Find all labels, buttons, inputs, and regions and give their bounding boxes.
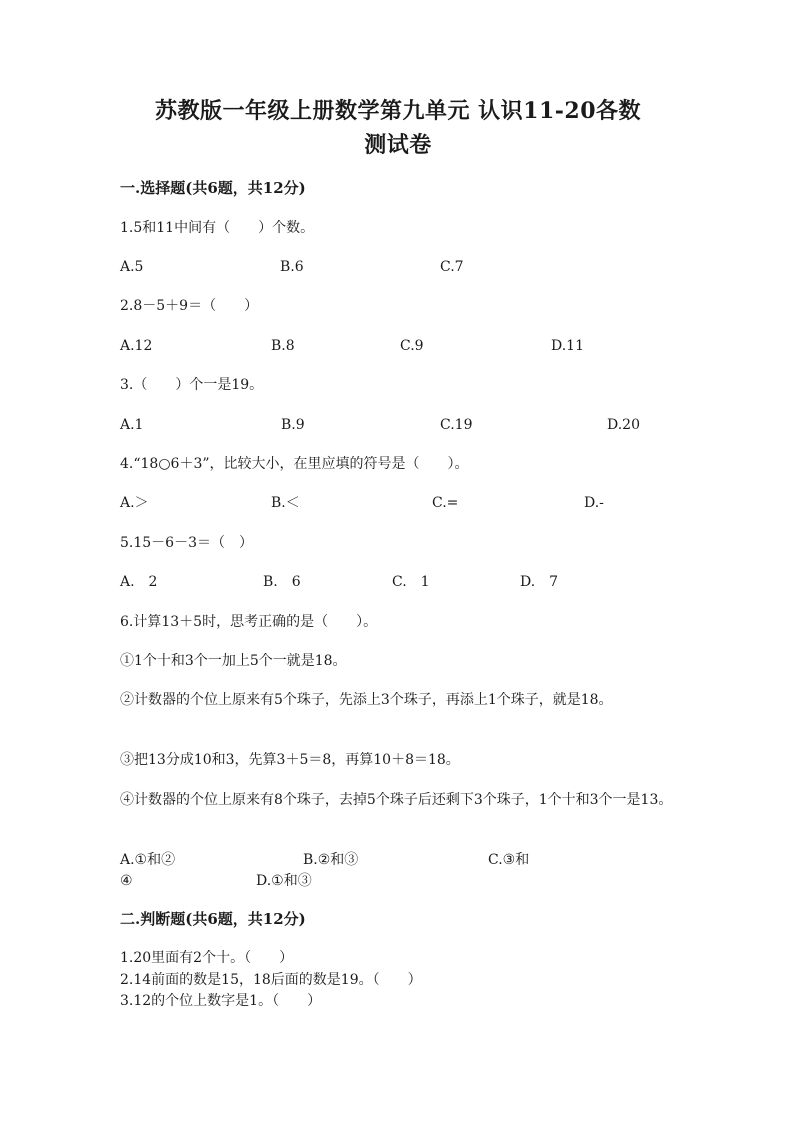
judge-item-2: 2.14前面的数是15，18后面的数是19。（ ） (120, 972, 422, 988)
question-2-option-d: D.11 (551, 338, 584, 354)
question-4-option-d: D.- (584, 495, 604, 511)
document-title-line2: 测试卷 (364, 132, 432, 158)
question-1-option-a: A.5 (120, 259, 144, 275)
question-5-stem: 5.15－6－3＝（ ） (120, 535, 253, 551)
question-1-option-c: C.7 (440, 259, 464, 275)
question-3-option-a: A.1 (120, 417, 144, 433)
question-5-option-a: A. 2 (120, 574, 158, 590)
document-title-line1: 苏教版一年级上册数学第九单元 认识11-20各数 (154, 98, 642, 124)
question-1-option-b: B.6 (280, 259, 304, 275)
question-3-stem: 3.（ ）个一是19。 (120, 377, 264, 393)
judge-item-3: 3.12的个位上数字是1。（ ） (120, 993, 322, 1009)
section-heading-judge: 二.判断题(共6题，共12分) (120, 910, 306, 928)
question-6-statement-1: ①1个十和3个一加上5个一就是18。 (120, 653, 347, 669)
judge-item-1: 1.20里面有2个十。（ ） (120, 950, 294, 966)
question-6-statement-2: ②计数器的个位上原来有5个珠子，先添上3个珠子，再添上1个珠子，就是18。 (120, 692, 613, 708)
question-2-option-a: A.12 (120, 338, 153, 354)
question-2-option-b: B.8 (271, 338, 295, 354)
question-3-option-b: B.9 (281, 417, 305, 433)
question-5-option-d: D. 7 (520, 574, 559, 590)
question-4-option-c: C.= (432, 495, 459, 511)
question-2-stem: 2.8－5＋9＝（ ） (120, 298, 259, 314)
question-1-stem: 1.5和11中间有（ ）个数。 (120, 220, 315, 236)
question-6-statement-4: ④计数器的个位上原来有8个珠子，去掉5个珠子后还剩下3个珠子，1个十和3个一是13。 (120, 792, 673, 808)
question-6-option-a: A.①和② (120, 852, 176, 868)
question-6-option-c: C.③和 (488, 852, 530, 868)
question-2-option-c: C.9 (400, 338, 424, 354)
question-3-option-d: D.20 (607, 417, 640, 433)
question-4-option-a: A.＞ (120, 495, 149, 511)
section-heading-choice: 一.选择题(共6题，共12分) (120, 179, 306, 197)
question-4-stem: 4.“18○6＋3”，比较大小，在里应填的符号是（ ）。 (120, 456, 469, 472)
question-5-option-b: B. 6 (263, 574, 301, 590)
question-6-statement-3: ③把13分成10和3，先算3＋5＝8，再算10＋8＝18。 (120, 752, 460, 768)
question-6-stem: 6.计算13＋5时，思考正确的是（ ）。 (120, 614, 378, 630)
question-6-option-d: D.①和③ (256, 873, 312, 889)
question-6-option-c-continued: ④ (120, 873, 133, 889)
question-4-option-b: B.＜ (271, 495, 300, 511)
question-6-option-b: B.②和③ (303, 852, 359, 868)
question-3-option-c: C.19 (440, 417, 473, 433)
question-5-option-c: C. 1 (392, 574, 430, 590)
